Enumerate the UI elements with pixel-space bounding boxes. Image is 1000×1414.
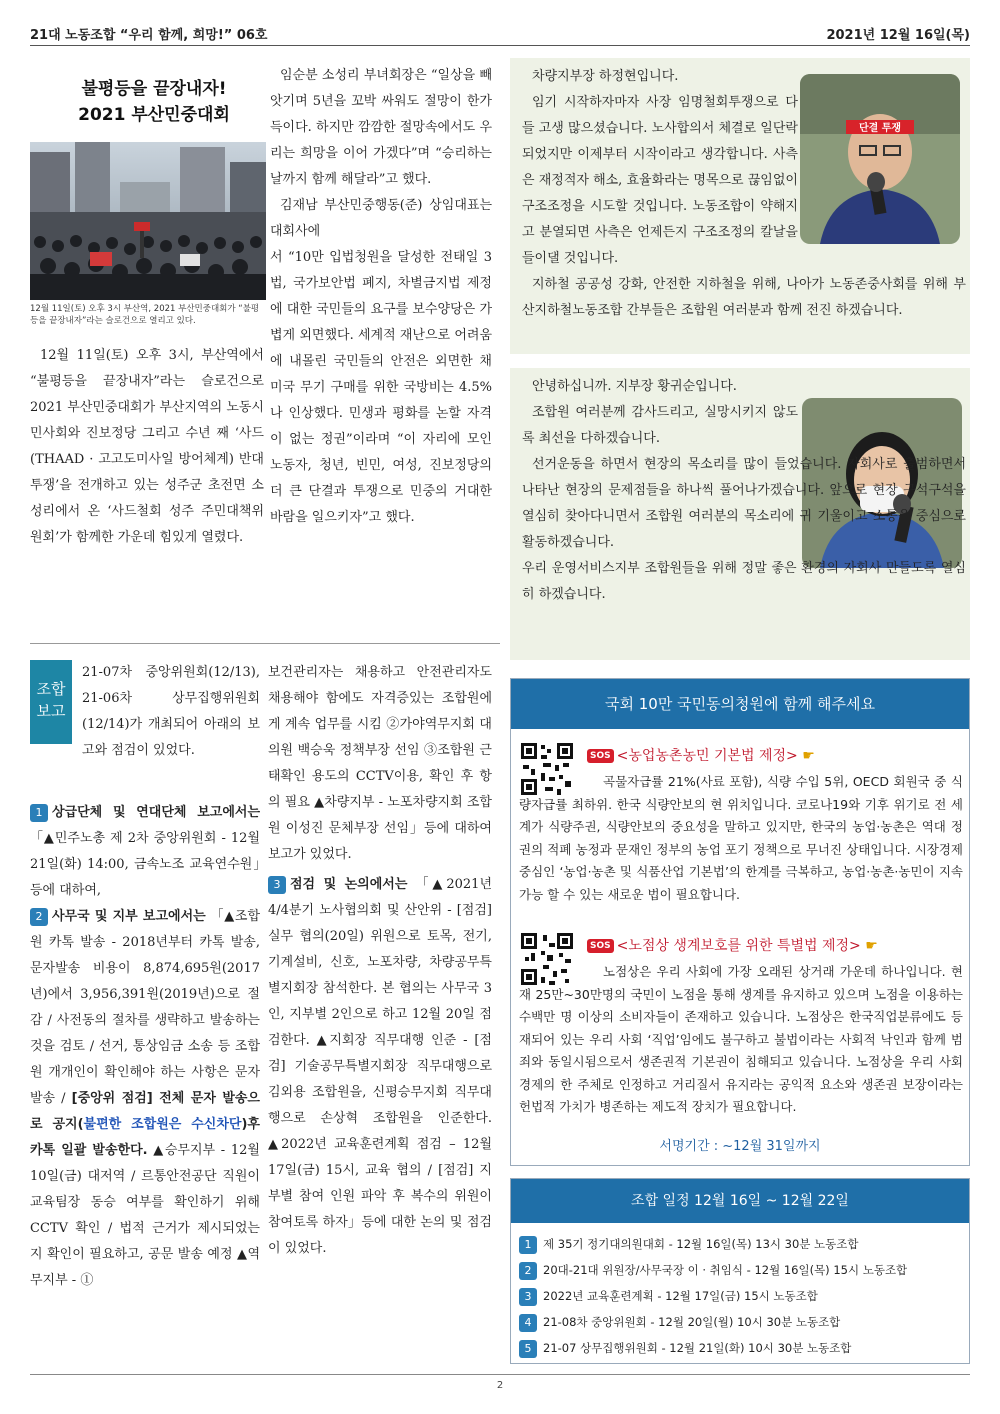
greeting-paragraph: 지하철 공공성 강화, 안전한 지하철을 위해, 나아가 노동존중사회를 위해 부산지하철노동조합 간부들은 조합원 여러분과 함께 전진 하겠습니다.: [522, 277, 966, 318]
schedule-title: 조합 일정 12월 16일 ~ 12월 22일: [511, 1179, 969, 1223]
schedule-item: [519, 1337, 959, 1359]
schedule-item-number: 4: [519, 1314, 537, 1332]
headband-text: 단결 투쟁: [858, 123, 902, 134]
rally-article-body-col2: [270, 63, 492, 633]
petition-item-1-title-text: <농업농촌농민 기본법 제정>: [616, 748, 798, 764]
rally-photo: [30, 142, 266, 300]
report-section-3-text: 「▲2021년 4/4분기 노사협의회 및 산안위 - [점검] 실무 협의(20일) 위원으로 토목, 전기, 기계설비, 신호, 노포차량, 차량공무특별지회장 참석한다. 본 협의는 사무국 3인, 지부별 2인으로 하고 12월 20일 점검한다. ▲지회장 직무대행 인준 - [점검] 기술공무특별지회장 직무대행으로 김외용 조합원을, 신평승무지회 직무대행으로 손상혁 조합원을 인준한다. ▲2022년 교육훈련계획 점검 – 12월 17일(금) 15시, 교육 협의 / [점검] 지부별 참여 인원 파악 후 복수의 위원이 참여토록 하자」등에 대한 논의 및 점검이 있었다.: [268, 877, 492, 1256]
schedule-item-text: 21-07 상무집행위원회 - 12월 21일(화) 10시 30분 노동조합: [543, 1341, 852, 1355]
section-divider: [30, 643, 500, 644]
report-section-3-title: 점검 및 논의에서는: [290, 877, 408, 892]
report-section-2-highlight: [중앙위 점검] 전체 문자 발송으로 공지(: [30, 1091, 260, 1132]
schedule-item-text: 20대-21대 위원장/사무국장 이 · 취임식 - 12월 16일(목) 15시 노동조합: [543, 1263, 908, 1277]
petition-item-1-title[interactable]: [587, 745, 815, 765]
rally-paragraph: 12월 11일(토) 오후 3시, 부산역에서 “불평등을 끝장내자”라는 슬로건으로 2021 부산민중대회가 부산지역의 노동시민사회와 진보정당 그리고 수년 째 ‘사드(THAAD · 고고도미사일 방어체계) 반대 투쟁’을 전개하고 있는 성주군 초전면 소성리에서 온 ‘사드철회 성주 주민대책위원회’가 함께한 가운데 힘있게 열렸다.: [30, 348, 264, 545]
pointing-hand-icon: ☛: [802, 748, 815, 764]
rally-crowd-image: [30, 142, 266, 300]
sos-icon: SOS: [587, 749, 614, 763]
rally-article-title: [42, 76, 266, 128]
schedule-item: [519, 1285, 959, 1307]
rally-paragraph: 임순분 소성리 부녀회장은 “일상을 빼앗기며 5년을 꼬박 싸워도 절망이 한가득이다. 하지만 깜깜한 절망속에서도 우리는 희망을 이어 가겠다”며 “승리하는 날까지 함께 해달라”고 했다.: [270, 68, 492, 187]
report-body-col2: [268, 660, 492, 1370]
petition-item-1-text: 곡물자급률 21%(사료 포함), 식량 수입 5위, OECD 회원국 중 식량자급률 최하위. 한국 식량안보의 현 위치입니다. 코로나19와 기후 위기로 전 세계가 식량주권, 식량안보의 중요성을 말하고 있지만, 한국의 농업·농촌은 역대 정권의 적폐 농정과 문재인 정부의 농업 포기 정책으로 무너진 상태입니다. 시장경제 중심인 ‘농업·농촌 및 식품산업 기본법’의 한계를 극복하고, 농업·농촌·농민이 지속가능 할 수 있는 새로운 법이 필요합니다.: [519, 774, 963, 902]
greeting-service-text: [522, 374, 966, 658]
greeting-paragraph: 안녕하십니까. 지부장 황귀순입니다.: [532, 379, 737, 394]
schedule-item-number: 1: [519, 1236, 537, 1254]
report-section-2-text: 「▲조합원 카톡 발송 - 2018년부터 카톡 발송, 문자발송 비용이 8,874,695원(2017년)에서 3,956,391원(2019년)으로 절감 / 사전동의 절차를 생략하고 발송하는 것을 검토 / 선거, 통상임금 소송 등 조합원 개개인이 확인해야 하는 사항은 문자 발송 /: [30, 909, 260, 1106]
schedule-item-text: 21-08차 중앙위원회 - 12월 20일(월) 10시 30분 노동조합: [543, 1315, 841, 1329]
greeting-paragraph: 우리 운영서비스지부 조합원들을 위해 정말 좋은 환경의 자회사 만들도록 열심히 하겠습니다.: [522, 561, 966, 602]
signature-period: 서명기간 : ~12월 31일까지: [659, 1139, 821, 1154]
rally-title-line1: 불평등을 끝장내자!: [81, 79, 227, 99]
page-header: [30, 20, 970, 46]
sos-icon: SOS: [587, 939, 614, 953]
report-section-1-title: 상급단체 및 연대단체 보고에서는: [52, 805, 260, 820]
greeting-panel-vehicle-branch: [510, 58, 970, 354]
rally-paragraph: 서 “10만 입법청원을 달성한 전태일 3법, 국가보안법 폐지, 차별금지법 제정에 대한 국민들의 요구를 보수양당은 가볍게 외면했다. 세계적 재난으로 어려움에 내몰린 국민들의 안전은 외면한 채 미국 무기 구매를 위한 국방비는 4.5%나 인상했다. 민생과 평화를 논할 자격이 없는 정권”이라며 “이 자리에 모인 노동자, 청년, 빈민, 여성, 진보정당의 더 큰 단결과 투쟁으로 민중의 거대한 바람을 일으키자”고 했다.: [270, 250, 492, 525]
schedule-item: [519, 1259, 959, 1281]
report-section-2-cont: 보건관리자는 채용하고 안전관리자도 채용해야 함에도 자격증있는 조합원에게 계속 업무를 시킴 ②가야역무지회 대의원 백승욱 정책부장 선임 ③조합원 근태확인 용도의 CCTV이용, 확인 후 항의 필요 ▲차량지부 - 노포차량지회 조합원 이성진 문체부장 선임」등에 대하여 보고가 있었다.: [268, 665, 492, 862]
report-section-2-blue-note: 불편한 조합원은 수신차단: [83, 1117, 242, 1132]
report-section-2-highlight-end: )후 카톡 일괄 발송한다.: [30, 1117, 260, 1158]
report-section-label: [30, 660, 72, 744]
greeting-paragraph: 차량지부장 하정현입니다.: [532, 69, 679, 84]
section-number-badge: 3: [268, 876, 286, 894]
greeting-panel-service-branch: [510, 368, 970, 660]
report-intro: [82, 660, 260, 790]
report-section-3: [268, 872, 492, 1262]
report-body-col1: [30, 800, 260, 1370]
schedule-item: [519, 1311, 959, 1333]
petition-item-2-title[interactable]: [587, 935, 878, 955]
schedule-item-number: 5: [519, 1340, 537, 1358]
rally-photo-caption: 12월 11일(토) 오후 3시 부산역, 2021 부산민중대회가 “불평등을 끝장내자”라는 슬로건으로 열리고 있다.: [30, 304, 260, 326]
report-label-line1: 조합: [36, 680, 66, 698]
union-schedule-box: [510, 1178, 970, 1364]
petition-item-2-title-text: <노점상 생계보호를 위한 특별법 제정>: [616, 938, 861, 954]
section-number-badge: 2: [30, 908, 48, 926]
schedule-item-number: 3: [519, 1288, 537, 1306]
schedule-item: [519, 1233, 959, 1255]
report-section-2: [30, 904, 260, 1294]
petition-item-2-text: 노점상은 우리 사회에 가장 오래된 상거래 가운데 하나입니다. 현재 25만~30만명의 국민이 노점을 통해 생계를 유지하고 있으며 노점을 이용하는 수백만 명 이상의 소비자들이 존재하고 있습니다. 노점상은 한국직업분류에도 등재되어 있는 우리 사회 ‘직업’임에도 불구하고 불법이라는 사회적 낙인과 함께 범죄와 동일시됨으로서 생존권적 기본권이 침해되고 있습니다. 노점상을 우리 사회경제의 한 주체로 인정하고 거리질서 유지라는 공익적 요소와 생존권 보장이라는 헌법적 가치가 병존하는 제도적 장치가 필요합니다.: [519, 964, 963, 1114]
section-number-badge: 1: [30, 804, 48, 822]
schedule-item-text: 제 35기 정기대의원대회 - 12월 16일(목) 13시 30분 노동조합: [543, 1237, 859, 1251]
rally-article-body-col1: [30, 343, 264, 633]
newsletter-issue-title: 21대 노동조합 “우리 함께, 희망!” 06호: [30, 28, 268, 43]
report-intro-text: 21-07차 중앙위원회(12/13), 21-06차 상무집행위원회(12/14)가 개최되어 아래의 보고와 점검이 있었다.: [82, 665, 260, 758]
rally-paragraph: 김재남 부산민중행동(준) 상임대표는 대회사에: [270, 198, 492, 239]
petition-box: [510, 678, 970, 1166]
report-section-1: [30, 800, 260, 904]
greeting-vehicle-text: [522, 64, 966, 350]
footer-rule: [30, 1374, 970, 1375]
issue-date: 2021년 12월 16일(목): [826, 28, 970, 43]
pointing-hand-icon: ☛: [865, 938, 878, 954]
rally-title-line2: 2021 부산민중대회: [78, 105, 230, 125]
report-section-1-text: 「▲민주노총 제 2차 중앙위원회 - 12월 21일(화) 14:00, 금속노조 교육연수원」등에 대하여,: [30, 831, 260, 898]
report-label-line2: 보고: [36, 702, 66, 720]
report-section-2-title: 사무국 및 지부 보고에서는: [52, 909, 206, 924]
petition-title: 국회 10만 국민동의청원에 함께 해주세요: [511, 679, 969, 729]
report-section-2-text-cont: ▲승무지부 - 12월 10일(금) 대저역 / 르통안전공단 직원이 교육팀장 동승 여부를 확인하기 위해 CCTV 확인 / 법적 근거가 제시되었는 지 확인이 필요하고, 공문 발송 예정 ▲역무지부 - ①: [30, 1143, 260, 1288]
greeting-paragraph: 임기 시작하자마자 사장 임명철회투쟁으로 다들 고생 많으셨습니다. 노사합의서 체결로 일단락되었지만 이제부터 시작이라고 생각합니다. 사측은 재정적자 해소, 효율화라는 명목으로 끊임없이 구조조정을 시도할 것입니다. 노동조합이 약해지고 분열되면 사측은 언제든지 구조조정의 칼날을 들이댈 것입니다.: [522, 95, 798, 266]
greeting-paragraph: 선거운동을 하면서 현장의 목소리를 많이 들었습니다. 자회사로 출범하면서 나타난 현장의 문제점들을 하나씩 풀어나가겠습니다. 앞으로 현장 구석구석을 열심히 찾아다니면서 조합원 여러분의 목소리에 귀 기울이고 소통을 중심으로 활동하겠습니다.: [522, 457, 966, 550]
schedule-item-text: 2022년 교육훈련계획 - 12월 17일(금) 15시 노동조합: [543, 1289, 818, 1303]
page-number: 2: [496, 1380, 504, 1391]
schedule-item-number: 2: [519, 1262, 537, 1280]
greeting-paragraph: 조합원 여러분께 감사드리고, 실망시키지 않도록 최선을 다하겠습니다.: [522, 405, 798, 446]
